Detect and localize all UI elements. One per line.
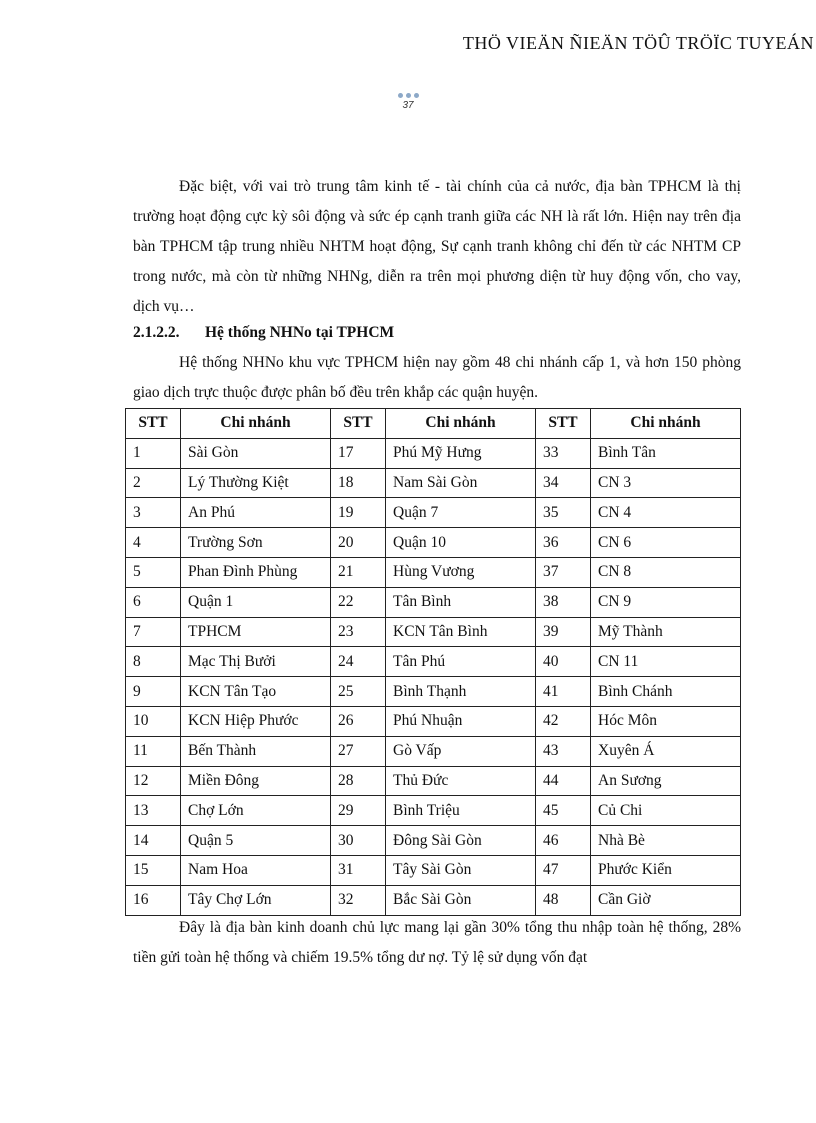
branch-name-cell: CN 11 xyxy=(591,647,741,677)
table-row xyxy=(126,438,741,468)
branch-table xyxy=(125,408,741,916)
stt-cell: 11 xyxy=(126,736,181,766)
page-number-mark xyxy=(0,93,816,111)
branch-name-cell: Bến Thành xyxy=(181,736,331,766)
branch-name-cell: Nam Sài Gòn xyxy=(386,468,536,498)
branch-name-cell: Nam Hoa xyxy=(181,855,331,885)
stt-cell: 25 xyxy=(331,677,386,707)
stt-cell: 17 xyxy=(331,438,386,468)
table-row xyxy=(126,647,741,677)
stt-cell: 39 xyxy=(536,617,591,647)
stt-cell: 12 xyxy=(126,766,181,796)
branch-name-cell: KCN Hiệp Phước xyxy=(181,706,331,736)
stt-cell: 32 xyxy=(331,885,386,915)
branch-name-cell: Quận 1 xyxy=(181,587,331,617)
branch-name-cell: Lý Thường Kiệt xyxy=(181,468,331,498)
table-body xyxy=(126,438,741,915)
stt-cell: 24 xyxy=(331,647,386,677)
branch-name-cell: CN 6 xyxy=(591,528,741,558)
branch-name-cell: Tây Chợ Lớn xyxy=(181,885,331,915)
stt-cell: 30 xyxy=(331,826,386,856)
branch-name-cell: Bình Tân xyxy=(591,438,741,468)
stt-cell: 15 xyxy=(126,855,181,885)
branch-name-cell: Bắc Sài Gòn xyxy=(386,885,536,915)
column-header: STT xyxy=(331,409,386,439)
intro-text: Đặc biệt, với vai trò trung tâm kinh tế - tài chính của cả nước, địa bàn TPHCM là thị trường hoạt động cực kỳ sôi động và sức ép cạnh tranh giữa các NH là rất lớn. Hiện nay trên địa bàn TPHCM tập trung nhiều NHTM hoạt động, Sự cạnh tranh không chỉ đến từ các NHTM CP trong nước, mà còn từ những NHNg, diễn ra trên mọi phương diện từ huy động vốn, cho vay, dịch vụ… xyxy=(133,178,741,315)
stt-cell: 3 xyxy=(126,498,181,528)
stt-cell: 29 xyxy=(331,796,386,826)
branch-name-cell: Tân Phú xyxy=(386,647,536,677)
table-row xyxy=(126,796,741,826)
stt-cell: 4 xyxy=(126,528,181,558)
stt-cell: 5 xyxy=(126,557,181,587)
decorative-dots-icon xyxy=(0,93,816,99)
stt-cell: 41 xyxy=(536,677,591,707)
branch-name-cell: Củ Chi xyxy=(591,796,741,826)
table-row xyxy=(126,498,741,528)
table-header-row xyxy=(126,409,741,439)
branch-name-cell: Gò Vấp xyxy=(386,736,536,766)
column-header: Chi nhánh xyxy=(386,409,536,439)
stt-cell: 20 xyxy=(331,528,386,558)
column-header: STT xyxy=(126,409,181,439)
table-row xyxy=(126,468,741,498)
column-header: STT xyxy=(536,409,591,439)
table-row xyxy=(126,706,741,736)
branch-name-cell: Mỹ Thành xyxy=(591,617,741,647)
branch-name-cell: Phan Đình Phùng xyxy=(181,557,331,587)
branch-name-cell: Quận 7 xyxy=(386,498,536,528)
stt-cell: 26 xyxy=(331,706,386,736)
stt-cell: 48 xyxy=(536,885,591,915)
stt-cell: 8 xyxy=(126,647,181,677)
stt-cell: 37 xyxy=(536,557,591,587)
stt-cell: 19 xyxy=(331,498,386,528)
column-header: Chi nhánh xyxy=(591,409,741,439)
stt-cell: 45 xyxy=(536,796,591,826)
table-row xyxy=(126,826,741,856)
branch-name-cell: Quận 5 xyxy=(181,826,331,856)
stt-cell: 34 xyxy=(536,468,591,498)
branch-name-cell: Trường Sơn xyxy=(181,528,331,558)
branch-name-cell: Phú Mỹ Hưng xyxy=(386,438,536,468)
stt-cell: 27 xyxy=(331,736,386,766)
stt-cell: 10 xyxy=(126,706,181,736)
table-row xyxy=(126,885,741,915)
table-row xyxy=(126,528,741,558)
branch-name-cell: KCN Tân Tạo xyxy=(181,677,331,707)
stt-cell: 35 xyxy=(536,498,591,528)
stt-cell: 21 xyxy=(331,557,386,587)
branch-name-cell: Miền Đông xyxy=(181,766,331,796)
stt-cell: 31 xyxy=(331,855,386,885)
branch-name-cell: CN 8 xyxy=(591,557,741,587)
branch-name-cell: Mạc Thị Bưởi xyxy=(181,647,331,677)
branch-name-cell: Sài Gòn xyxy=(181,438,331,468)
closing-text: Đây là địa bàn kinh doanh chủ lực mang lại gần 30% tổng thu nhập toàn hệ thống, 28% tiền gửi toàn hệ thống và chiếm 19.5% tổng dư nợ. Tỷ lệ sử dụng vốn đạt xyxy=(133,919,741,966)
branch-name-cell: Chợ Lớn xyxy=(181,796,331,826)
stt-cell: 43 xyxy=(536,736,591,766)
branch-name-cell: An Phú xyxy=(181,498,331,528)
stt-cell: 22 xyxy=(331,587,386,617)
column-header: Chi nhánh xyxy=(181,409,331,439)
stt-cell: 38 xyxy=(536,587,591,617)
closing-paragraph xyxy=(133,913,741,973)
branch-name-cell: Đông Sài Gòn xyxy=(386,826,536,856)
stt-cell: 9 xyxy=(126,677,181,707)
branch-name-cell: Quận 10 xyxy=(386,528,536,558)
page-number: 37 xyxy=(402,100,414,111)
stt-cell: 33 xyxy=(536,438,591,468)
table-row xyxy=(126,736,741,766)
stt-cell: 46 xyxy=(536,826,591,856)
section-number: 2.1.2.2. xyxy=(133,324,180,341)
stt-cell: 6 xyxy=(126,587,181,617)
branch-name-cell: Xuyên Á xyxy=(591,736,741,766)
branch-name-cell: Thủ Đức xyxy=(386,766,536,796)
branch-name-cell: CN 9 xyxy=(591,587,741,617)
stt-cell: 16 xyxy=(126,885,181,915)
table-row xyxy=(126,587,741,617)
system-paragraph xyxy=(133,348,741,408)
table-row xyxy=(126,617,741,647)
page-header-title: THÖ VIEÄN ÑIEÄN TÖÛ TRÖÏC TUYEÁN xyxy=(462,33,814,53)
branch-name-cell: Phước Kiển xyxy=(591,855,741,885)
branch-name-cell: Bình Triệu xyxy=(386,796,536,826)
intro-paragraph xyxy=(133,172,741,322)
stt-cell: 44 xyxy=(536,766,591,796)
section-title: Hệ thống NHNo tại TPHCM xyxy=(205,324,395,341)
stt-cell: 14 xyxy=(126,826,181,856)
stt-cell: 47 xyxy=(536,855,591,885)
stt-cell: 28 xyxy=(331,766,386,796)
branch-name-cell: Hóc Môn xyxy=(591,706,741,736)
section-heading xyxy=(133,318,394,348)
system-text: Hệ thống NHNo khu vực TPHCM hiện nay gồm 48 chi nhánh cấp 1, và hơn 150 phòng giao dịch trực thuộc được phân bố đều trên khắp các quận huyện. xyxy=(133,354,741,401)
table-row xyxy=(126,557,741,587)
stt-cell: 23 xyxy=(331,617,386,647)
branch-name-cell: Tây Sài Gòn xyxy=(386,855,536,885)
branch-name-cell: KCN Tân Bình xyxy=(386,617,536,647)
stt-cell: 42 xyxy=(536,706,591,736)
table-row xyxy=(126,855,741,885)
branch-name-cell: CN 3 xyxy=(591,468,741,498)
stt-cell: 7 xyxy=(126,617,181,647)
branch-name-cell: Phú Nhuận xyxy=(386,706,536,736)
branch-name-cell: Bình Thạnh xyxy=(386,677,536,707)
branch-name-cell: Nhà Bè xyxy=(591,826,741,856)
branch-name-cell: CN 4 xyxy=(591,498,741,528)
table-row xyxy=(126,677,741,707)
stt-cell: 2 xyxy=(126,468,181,498)
stt-cell: 13 xyxy=(126,796,181,826)
branch-name-cell: Tân Bình xyxy=(386,587,536,617)
stt-cell: 1 xyxy=(126,438,181,468)
branch-name-cell: Bình Chánh xyxy=(591,677,741,707)
branch-name-cell: Hùng Vương xyxy=(386,557,536,587)
branch-name-cell: TPHCM xyxy=(181,617,331,647)
stt-cell: 40 xyxy=(536,647,591,677)
stt-cell: 18 xyxy=(331,468,386,498)
table-row xyxy=(126,766,741,796)
branch-name-cell: An Sương xyxy=(591,766,741,796)
branch-name-cell: Cần Giờ xyxy=(591,885,741,915)
stt-cell: 36 xyxy=(536,528,591,558)
